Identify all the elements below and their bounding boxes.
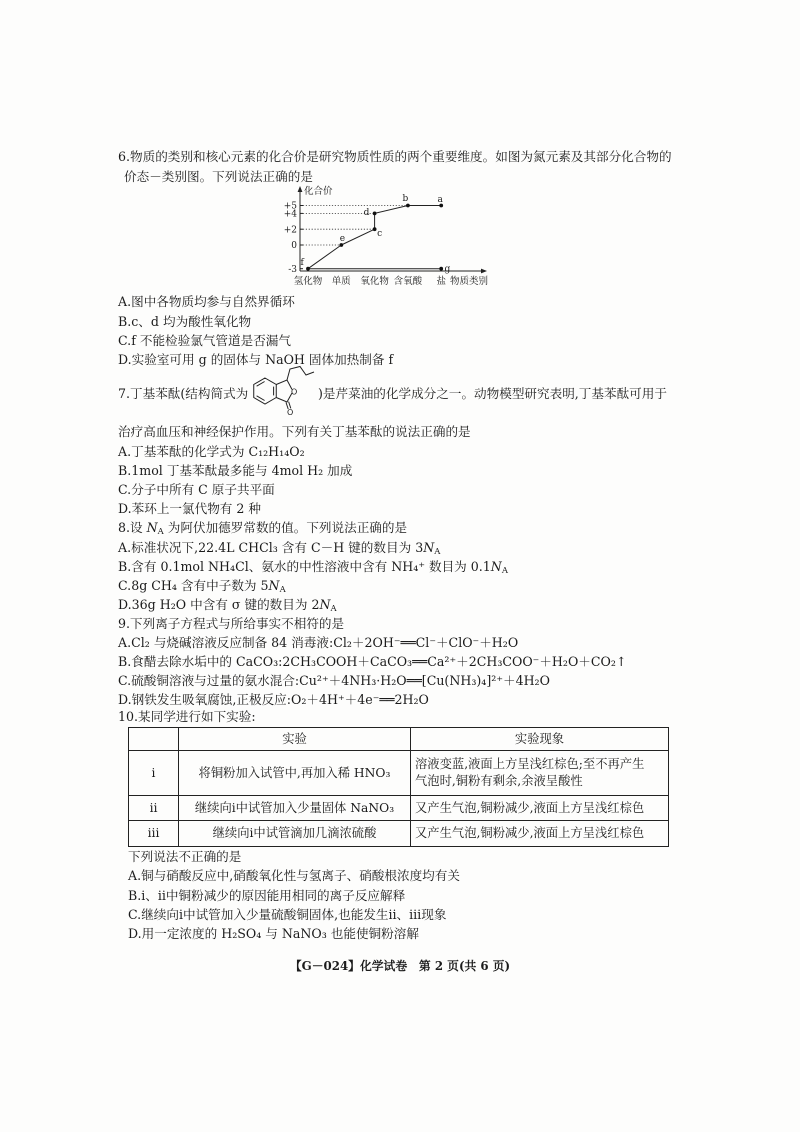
- nitrogen-valence-category-chart: [270, 183, 500, 291]
- point-label-g: g: [444, 264, 451, 275]
- q9-option-a: A.Cl₂ 与烧碱溶液反应制备 84 消毒液:Cl₂＋2OH⁻══Cl⁻＋ClO⁻＋H₂O: [118, 635, 519, 650]
- q10-option-a: A.铜与硝酸反应中,硝酸氧化性与氢离子、硝酸根浓度均有关: [128, 868, 460, 883]
- q8-stem: [118, 520, 407, 536]
- table-row-iii: [129, 821, 669, 847]
- q6-option-d: D.实验室可用 g 的固体与 NaOH 固体加热制备 f: [118, 352, 394, 367]
- point-label-c: c: [377, 229, 383, 240]
- avogadro-symbol: N: [319, 597, 331, 612]
- lactone-ring-lower: [276, 393, 292, 402]
- table-row-i: [129, 751, 669, 796]
- experiment-cell: 继续向ⅰ中试管加入少量固体 NaNO₃: [179, 796, 411, 821]
- q7-option-a: A.丁基苯酞的化学式为 C₁₂H₁₄O₂: [118, 444, 305, 459]
- y-tick-label: +5: [283, 201, 297, 212]
- q10-stem: 10.某同学进行如下实验:: [118, 709, 256, 724]
- lactone-ring-upper: [276, 380, 292, 390]
- q7-stem-after-structure: )是芹菜油的化学成分之一。动物模型研究表明,丁基苯酞可用于: [318, 386, 667, 401]
- avogadro-subscript: A: [501, 566, 508, 576]
- butyl-chain: [287, 367, 314, 381]
- q8-stem-text: 为阿伏加德罗常数的值。下列说法正确的是: [163, 520, 408, 535]
- link-d-b: [375, 206, 408, 214]
- point-label-d: d: [363, 208, 370, 218]
- q7-option-c: C.分子中所有 C 原子共平面: [118, 482, 275, 497]
- point-g: [439, 267, 443, 271]
- benzene-ring: [254, 378, 277, 404]
- phenomenon-cell: [411, 751, 669, 796]
- point-label-e: e: [339, 234, 346, 244]
- phenomenon-cell: [411, 821, 669, 847]
- point-c: [373, 227, 377, 231]
- avogadro-symbol: N: [423, 540, 435, 555]
- table-header-blank: [129, 728, 179, 751]
- row-id: ⅰ: [129, 751, 179, 796]
- table-row-ii: [129, 796, 669, 821]
- q8-option-b: [118, 559, 508, 575]
- avogadro-subscript: A: [157, 527, 164, 537]
- phenomenon-line: 又产生气泡,铜粉减少,液面上方呈浅红棕色: [415, 800, 645, 815]
- q8-option-text: C.8g CH₄ 含有中子数为 5: [118, 578, 269, 593]
- y-tick-label: +2: [283, 225, 297, 236]
- table-header-phenomenon: 实验现象: [411, 728, 669, 751]
- row-id: ⅲ: [129, 821, 179, 847]
- avogadro-subscript: A: [279, 585, 286, 595]
- category-label: 盐: [436, 276, 446, 287]
- ring-oxygen-label: O: [291, 387, 298, 397]
- q8-option-text: B.含有 0.1mol NH₄Cl、氨水的中性溶液中含有 NH₄⁺ 数目为 0.1: [118, 559, 491, 574]
- avogadro-symbol: N: [268, 578, 280, 593]
- avogadro-subscript: A: [330, 604, 337, 614]
- avogadro-symbol: N: [146, 520, 158, 535]
- avogadro-symbol: N: [490, 559, 502, 574]
- y-axis-label: 化合价: [304, 186, 333, 197]
- link-e-c: [341, 229, 374, 245]
- q8-option-text: D.36g H₂O 中含有 σ 键的数目为 2: [118, 597, 320, 612]
- q7-option-b: B.1mol 丁基苯酞最多能与 4mol H₂ 加成: [118, 463, 353, 478]
- carbonyl-oxygen-label: O: [287, 408, 294, 417]
- phenomenon-line: 溶液变蓝,液面上方呈浅红棕色;至不再产生: [415, 757, 645, 771]
- category-label: 氢化物: [293, 276, 323, 287]
- q8-option-d: [118, 597, 337, 613]
- point-b: [406, 204, 410, 208]
- q9-option-b: B.食醋去除水垢中的 CaCO₃:2CH₃COOH＋CaCO₃══Ca²⁺＋2CH₃COO⁻＋H₂O＋CO₂↑: [118, 654, 627, 669]
- q10-option-b: B.ⅰ、ⅱ中铜粉减少的原因能用相同的离子反应解释: [128, 888, 406, 903]
- avogadro-subscript: A: [434, 547, 441, 557]
- q10-option-d: D.用一定浓度的 H₂SO₄ 与 NaNO₃ 也能使铜粉溶解: [128, 926, 419, 941]
- point-f: [306, 267, 310, 271]
- page-footer: 【G－024】化学试卷 第 2 页(共 6 页): [289, 959, 511, 973]
- x-axis-arrow: [481, 269, 487, 274]
- q7-stem-before-structure: 7.丁基苯酞(结构简式为: [118, 386, 249, 401]
- q7-stem-line-2: 治疗高血压和神经保护作用。下列有关丁基苯酞的说法正确的是: [118, 424, 471, 439]
- phenomenon-line: 又产生气泡,铜粉减少,液面上方呈浅红棕色: [415, 826, 645, 840]
- q9-stem: 9.下列离子方程式与所给事实不相符的是: [118, 616, 345, 631]
- q6-option-c: C.f 不能检验氯气管道是否漏气: [118, 333, 291, 348]
- point-label-b: b: [402, 194, 409, 204]
- q8-option-c: [118, 578, 286, 594]
- phenomenon-cell: [411, 796, 669, 821]
- q6-stem-line-2: 价态－类别图。下列说法正确的是: [124, 169, 313, 184]
- y-tick-label: 0: [291, 241, 297, 252]
- link-f-e: [308, 245, 341, 269]
- y-axis-arrow: [298, 186, 303, 192]
- category-label: 单质: [331, 276, 351, 287]
- q10-prompt: 下列说法不正确的是: [128, 849, 242, 864]
- q8-option-a: [118, 540, 440, 556]
- q6-option-a: A.图中各物质均参与自然界循环: [118, 294, 295, 309]
- q6-stem-line-1: 6.物质的类别和核心元素的化合价是研究物质性质的两个重要维度。如图为氮元素及其部分化合物的: [118, 149, 672, 164]
- q8-stem-text: 8.设: [118, 520, 147, 535]
- category-label: 氧化物: [360, 276, 389, 287]
- experiment-cell: 将铜粉加入试管中,再加入稀 HNO₃: [179, 751, 411, 796]
- q10-option-c: C.继续向ⅰ中试管加入少量硫酸铜固体,也能发生ⅱ、ⅲ现象: [128, 907, 447, 922]
- point-label-a: a: [437, 195, 443, 205]
- q6-option-b: B.c、d 均为酸性氧化物: [118, 314, 252, 329]
- q9-option-d: D.钢铁发生吸氧腐蚀,正极反应:O₂＋4H⁺＋4e⁻══2H₂O: [118, 692, 429, 707]
- q9-option-c: C.硫酸铜溶液与过量的氨水混合:Cu²⁺＋4NH₃·H₂O══[Cu(NH₃)₄]²⁺＋4H₂O: [118, 673, 550, 688]
- x-axis-label: 物质类别: [450, 276, 489, 287]
- q7-option-d: D.苯环上一氯代物有 2 种: [118, 501, 262, 516]
- point-label-f: f: [300, 258, 304, 268]
- y-tick-label: +4: [283, 209, 297, 220]
- table-header-experiment: 实验: [179, 728, 411, 751]
- phenomenon-line: 气泡时,铜粉有剩余,余液呈酸性: [415, 774, 583, 788]
- y-tick-label: -3: [288, 264, 297, 275]
- experiment-cell: 继续向ⅰ中试管滴加几滴浓硫酸: [179, 821, 411, 847]
- point-d: [373, 212, 377, 216]
- row-id: ⅱ: [129, 796, 179, 821]
- category-label: 含氧酸: [393, 276, 423, 287]
- table-header-row: [129, 728, 669, 751]
- experiment-table: [128, 727, 669, 847]
- butylphthalide-structure: [248, 364, 318, 416]
- q8-option-text: A.标准状况下,22.4L CHCl₃ 含有 C－H 键的数目为 3: [118, 540, 424, 555]
